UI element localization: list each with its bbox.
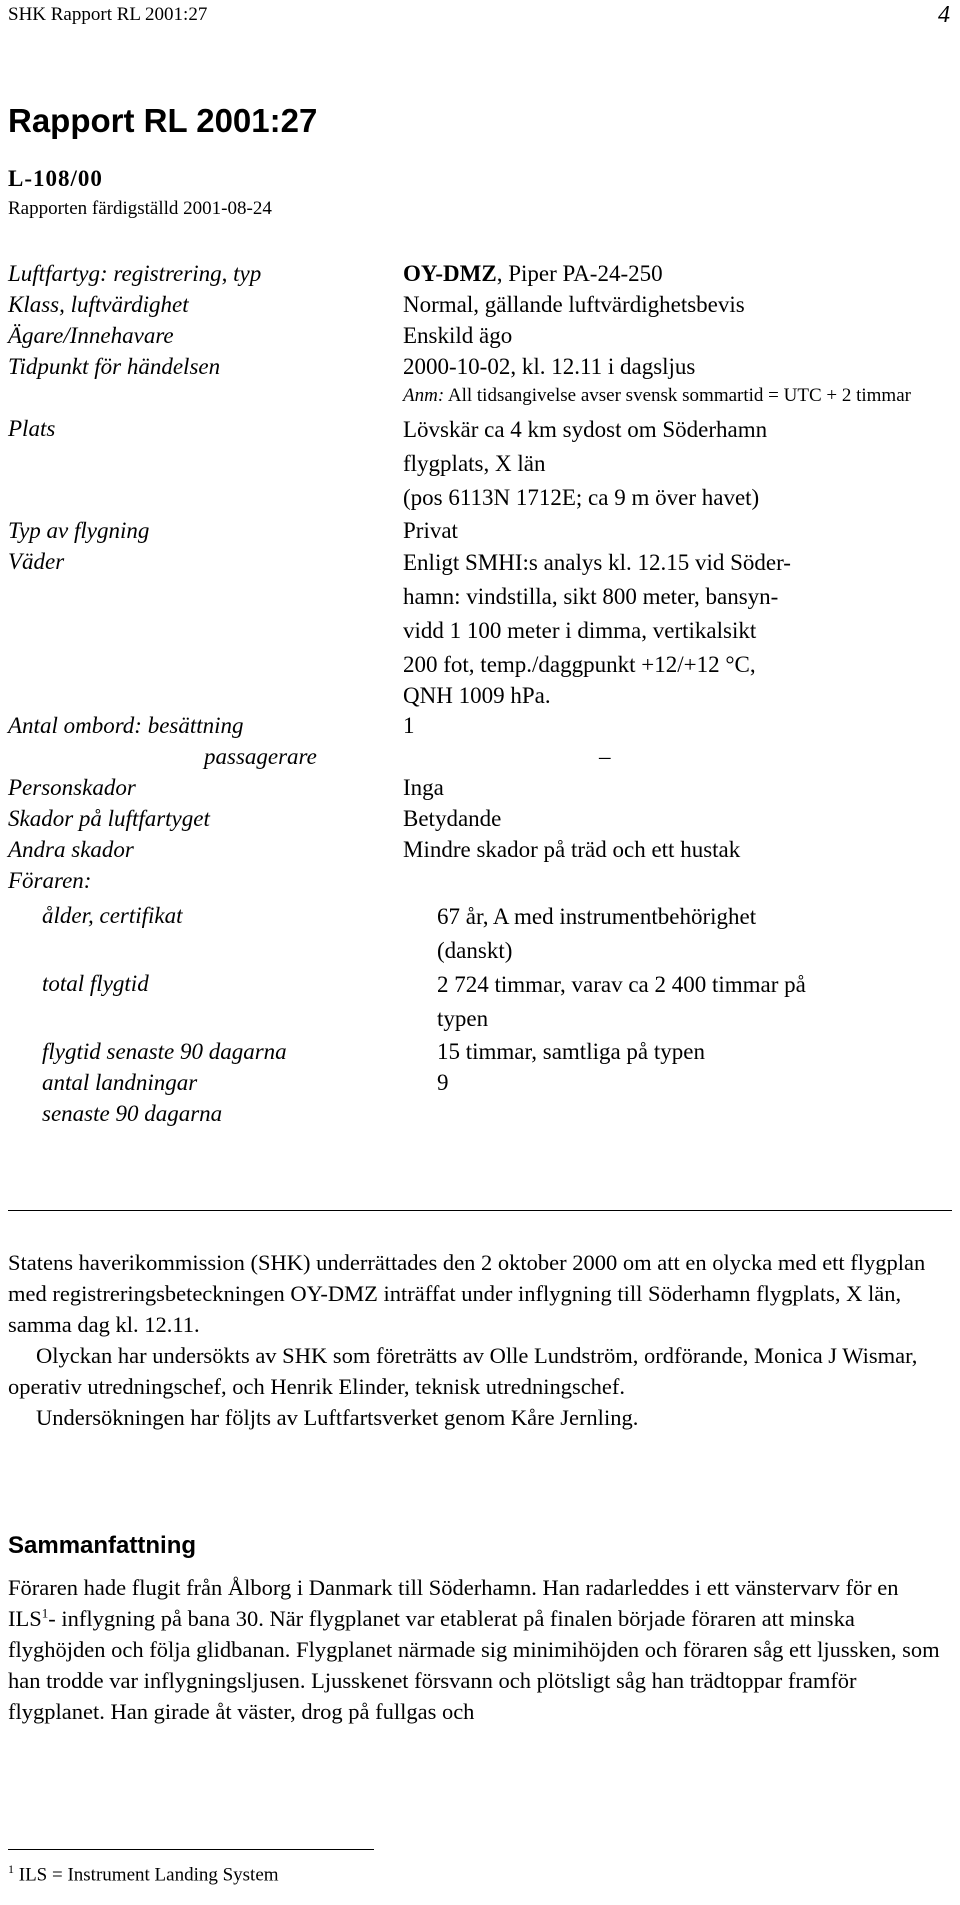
fact-row-flight-type	[8, 515, 948, 546]
weather-line: 200 fot, temp./daggpunkt +12/+12 °C,	[403, 652, 756, 677]
weather-line: vidd 1 100 meter i dimma, vertikalsikt	[403, 618, 757, 643]
fact-row-crew	[8, 710, 948, 741]
fact-row-age	[8, 900, 948, 968]
weather-line: Enligt SMHI:s analys kl. 12.15 vid Söder-	[403, 550, 791, 575]
note-prefix: Anm:	[403, 385, 445, 406]
fact-row-registration	[8, 258, 948, 289]
weather-line: QNH 1009 hPa.	[403, 683, 551, 708]
fact-label: Väder	[8, 549, 65, 574]
fact-row-class	[8, 289, 948, 320]
total-line: 2 724 timmar, varav ca 2 400 timmar på	[437, 972, 806, 997]
fact-value	[437, 968, 948, 1036]
age-line: 67 år, A med instrumentbehörighet	[437, 904, 757, 929]
fact-row-other-damage	[8, 834, 948, 865]
fact-value: Normal, gällande luftvärdighetsbevis	[403, 292, 745, 317]
fact-value	[403, 546, 948, 710]
weather-line: hamn: vindstilla, sikt 800 meter, bansyn-	[403, 584, 779, 609]
fact-row-owner	[8, 320, 948, 351]
fact-value: Betydande	[403, 806, 502, 831]
fact-value: 1	[403, 713, 415, 738]
footnote-text: ILS = Instrument Landing System	[14, 1864, 279, 1886]
footnote-rule	[8, 1849, 374, 1850]
aircraft-type: , Piper PA-24-250	[496, 261, 663, 286]
fact-row-weather	[8, 546, 948, 710]
footnote	[8, 1862, 279, 1886]
footnote-ref: 1	[41, 1605, 49, 1621]
time-note	[403, 382, 948, 410]
landings-label-line: antal landningar	[42, 1070, 198, 1095]
fact-value: Inga	[403, 775, 444, 800]
fact-label: Andra skador	[8, 837, 134, 862]
fact-label: passagerare	[204, 744, 317, 769]
running-header: SHK Rapport RL 2001:27	[8, 4, 208, 25]
fact-row-aircraft-damage	[8, 803, 948, 834]
fact-table	[8, 258, 948, 1129]
fact-value: –	[599, 744, 611, 769]
fact-value: Privat	[403, 518, 458, 543]
fact-value: Enskild ägo	[403, 323, 513, 348]
summary-text: Föraren hade flugit från Ålborg i Danmark till Söderhamn. Han radarleddes i ett vänstervarv för en ILS	[8, 1575, 899, 1631]
summary-heading: Sammanfattning	[8, 1532, 197, 1559]
fact-label: ålder, certifikat	[42, 903, 183, 928]
page-number: 4	[938, 2, 950, 28]
age-line: (danskt)	[437, 938, 513, 963]
fact-value	[403, 413, 948, 515]
fact-label: Plats	[8, 416, 56, 441]
place-line: Lövskär ca 4 km sydost om Söderhamn	[403, 417, 768, 442]
fact-label	[8, 1067, 437, 1129]
fact-row-pilot	[8, 865, 948, 896]
fact-label: Klass, luftvärdighet	[8, 292, 189, 317]
fact-label: Typ av flygning	[8, 518, 150, 543]
fact-label: Föraren:	[8, 868, 92, 893]
summary-text: - inflygning på bana 30. När flygplanet var etablerat på finalen började föraren att minska flyghöjden och följa glidbanan. Flygplanet närmade sig minimihöjden och föraren såg ett ljussken, som han trodde var inflygningsljusen. Ljusskenet försvann och plötsligt såg han trädtoppar framför flygplanet. Han girade åt väster, drog på fullgas och	[8, 1606, 940, 1724]
fact-value: Mindre skador på träd och ett hustak	[403, 837, 741, 862]
fact-label: Personskador	[8, 775, 136, 800]
intro-paragraph: Olyckan har undersökts av SHK som företrätts av Olle Lundström, ordförande, Monica J Wismar, operativ utredningschef, och Henrik Elinder, teknisk utredningschef.	[8, 1343, 918, 1399]
registration-mark: OY-DMZ	[403, 261, 497, 286]
fact-value: 15 timmar, samtliga på typen	[437, 1039, 705, 1064]
fact-label: Tidpunkt för händelsen	[8, 354, 221, 379]
report-title: Rapport RL 2001:27	[8, 102, 318, 139]
place-line: (pos 6113N 1712E; ca 9 m över havet)	[403, 485, 760, 510]
summary-paragraph	[8, 1572, 950, 1727]
fact-label: Ägare/Innehavare	[8, 323, 174, 348]
fact-value	[403, 258, 948, 289]
fact-label: flygtid senaste 90 dagarna	[42, 1039, 287, 1064]
report-id: L-108/00	[8, 166, 103, 191]
footnote-number: 1	[8, 1862, 14, 1876]
fact-row-total-time	[8, 968, 948, 1036]
section-divider	[8, 1210, 952, 1211]
fact-row-place	[8, 413, 948, 515]
note-text: All tidsangivelse avser svensk sommartid = UTC + 2 timmar	[444, 385, 911, 406]
fact-label: total flygtid	[42, 971, 149, 996]
fact-label: Luftfartyg: registrering, typ	[8, 261, 262, 286]
intro-text	[8, 1247, 950, 1433]
intro-paragraph: Undersökningen har följts av Luftfartsverket genom Kåre Jernling.	[36, 1405, 639, 1430]
fact-label: Antal ombord: besättning	[8, 713, 244, 738]
fact-label: Skador på luftfartyget	[8, 806, 210, 831]
landings-label-line: senaste 90 dagarna	[42, 1101, 223, 1126]
fact-row-passengers	[8, 741, 948, 772]
time-value: 2000-10-02, kl. 12.11 i dagsljus	[403, 354, 696, 379]
place-line: flygplats, X län	[403, 451, 546, 476]
fact-row-90-days	[8, 1036, 948, 1067]
fact-row-injuries	[8, 772, 948, 803]
report-completed-date: Rapporten färdigställd 2001-08-24	[8, 198, 272, 219]
fact-row-landings	[8, 1067, 948, 1129]
fact-value: 9	[437, 1070, 449, 1095]
fact-value	[437, 900, 948, 968]
fact-value	[403, 865, 948, 896]
fact-row-time	[8, 351, 948, 410]
total-line: typen	[437, 1006, 489, 1031]
fact-value	[403, 351, 948, 410]
intro-paragraph: Statens haverikommission (SHK) underrättades den 2 oktober 2000 om att en olycka med ett flygplan med registreringsbeteckningen OY-DMZ inträffat under inflygning till Söderhamn flygplats, X län, samma dag kl. 12.11.	[8, 1250, 926, 1337]
